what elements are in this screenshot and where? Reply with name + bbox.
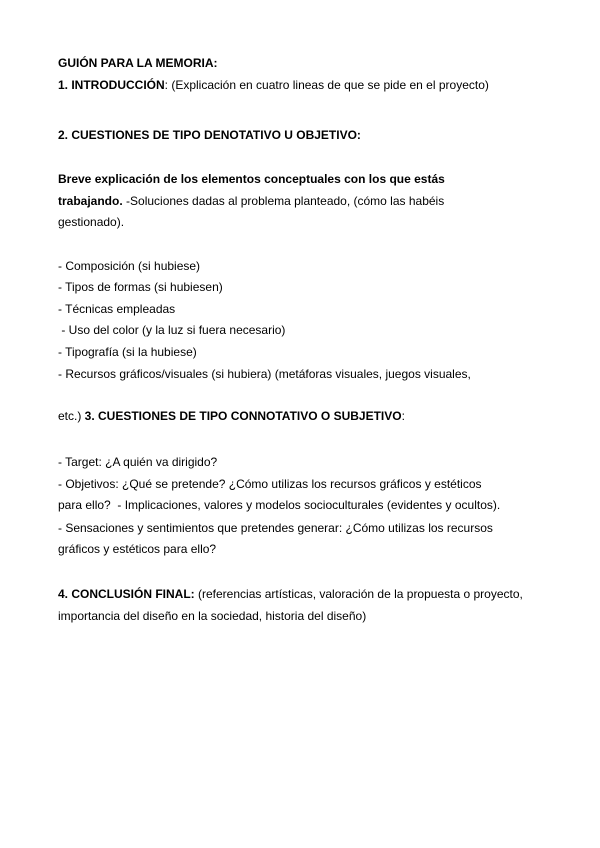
list-item: - Recursos gráficos/visuales (si hubiera) (metáforas visuales, juegos visuales,: [58, 367, 471, 381]
section4-text-line2: importancia del diseño en la sociedad, historia del diseño): [58, 609, 367, 623]
section3-line: - Objetivos: ¿Qué se pretende? ¿Cómo utilizas los recursos gráficos y estéticos: [58, 477, 482, 491]
intro-line: [58, 78, 489, 93]
list-item: - Técnicas empleadas: [58, 302, 176, 316]
section3-title: 3. CUESTIONES DE TIPO CONNOTATIVO O SUBJETIVO: [84, 409, 402, 423]
section3-line: - Target: ¿A quién va dirigido?: [58, 455, 218, 469]
section4-title: 4. CONCLUSIÓN FINAL:: [58, 587, 195, 601]
section4-text-line1: (referencias artísticas, valoración de la propuesta o proyecto,: [194, 587, 523, 601]
section3-line: - Sensaciones y sentimientos que pretendes generar: ¿Cómo utilizas los recursos: [58, 521, 493, 535]
section3-prefix: etc.): [58, 409, 85, 423]
section2-text-line3: gestionado).: [58, 215, 125, 229]
list-item: - Uso del color (y la luz si fuera necesario): [58, 323, 286, 337]
section2-title: 2. CUESTIONES DE TIPO DENOTATIVO U OBJETIVO:: [58, 128, 361, 142]
section2-bold-line2: trabajando.: [58, 194, 123, 208]
section3-suffix: :: [401, 409, 405, 423]
section2-bold-line1: Breve explicación de los elementos conceptuales con los que estás: [58, 172, 445, 186]
section3-line: gráficos y estéticos para ello?: [58, 542, 217, 556]
document-heading: GUIÓN PARA LA MEMORIA:: [58, 56, 218, 70]
intro-text: : (Explicación en cuatro lineas de que se pide en el proyecto): [164, 78, 489, 92]
list-item: - Tipos de formas (si hubiesen): [58, 280, 223, 294]
section2-line2: [58, 194, 444, 209]
list-item: - Composición (si hubiese): [58, 259, 201, 273]
list-item: - Tipografía (si la hubiese): [58, 345, 197, 359]
section4-line1: [58, 587, 523, 602]
section2-text-line2: -Soluciones dadas al problema planteado, (cómo las habéis: [122, 194, 445, 208]
section3-line: para ello? - Implicaciones, valores y modelos socioculturales (evidentes y ocultos).: [58, 498, 501, 512]
section3-title-line: [58, 409, 405, 424]
intro-label: 1. INTRODUCCIÓN: [58, 78, 165, 92]
